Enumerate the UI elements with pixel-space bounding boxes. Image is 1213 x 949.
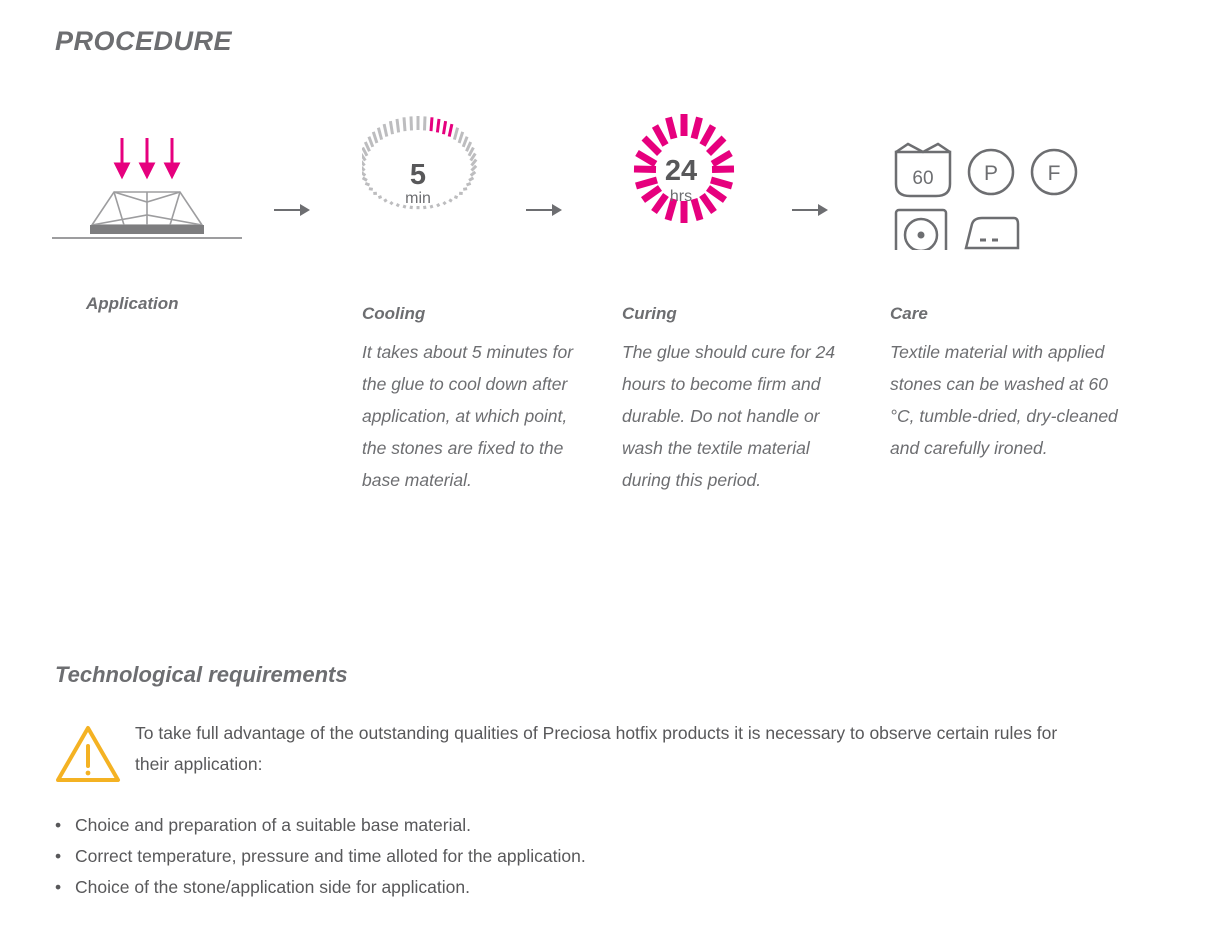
step-curing-text: The glue should cure for 24 hours to become firm and durable. Do not handle or wash the textile material during this period.	[622, 342, 836, 490]
step-curing-art	[622, 110, 857, 270]
cooling-value: 5	[409, 159, 427, 191]
burst-timer-icon	[622, 110, 782, 260]
tumble-dry-icon	[896, 210, 946, 250]
step-curing	[622, 110, 857, 496]
step-application-art	[52, 110, 302, 270]
step-care	[890, 110, 1120, 464]
warning-triangle-icon	[55, 724, 121, 784]
procedure-steps	[0, 110, 1213, 570]
curing-unit: hrs	[669, 188, 693, 205]
requirements-list	[55, 810, 1105, 903]
iron-icon	[966, 218, 1018, 248]
svg-text:F: F	[1047, 162, 1061, 185]
curing-value: 24	[664, 155, 698, 187]
list-item: • Correct temperature, pressure and time alloted for the application.	[55, 841, 1105, 872]
step-care-text: Textile material with applied stones can be washed at 60 °C, tumble-dried, dry-cleaned and carefully ironed.	[890, 342, 1118, 458]
step-application	[52, 110, 302, 326]
list-item: • Choice and preparation of a suitable base material.	[55, 810, 1105, 841]
dryclean-p-icon	[969, 150, 1013, 194]
step-care-label: Care	[890, 304, 928, 323]
page-title: PROCEDURE	[55, 26, 233, 56]
step-cooling-text: It takes about 5 minutes for the glue to cool down after application, at which point, the stones are fixed to the base material.	[362, 342, 574, 490]
care-symbols-icon	[890, 110, 1120, 250]
list-item: • Choice of the stone/application side for application.	[55, 872, 1105, 903]
hotfix-stone-press-icon	[52, 120, 302, 270]
step-cooling	[362, 110, 587, 496]
step-cooling-label: Cooling	[362, 304, 426, 323]
cooling-unit: min	[405, 190, 431, 207]
svg-text:P: P	[983, 162, 999, 185]
step-application-label: Application	[86, 294, 179, 313]
step-cooling-art	[362, 110, 587, 270]
wash-60-icon	[896, 144, 950, 196]
dryclean-f-icon	[1032, 150, 1076, 194]
step-care-art	[890, 110, 1120, 270]
svg-text:60: 60	[912, 168, 934, 189]
warning-block	[55, 718, 1075, 780]
section-title-technological-requirements: Technological requirements	[55, 662, 348, 687]
dial-timer-icon	[362, 110, 522, 260]
step-curing-label: Curing	[622, 304, 677, 323]
warning-text: To take full advantage of the outstanding qualities of Preciosa hotfix products it is necessary to observe certain rules for their application:	[135, 723, 1058, 774]
